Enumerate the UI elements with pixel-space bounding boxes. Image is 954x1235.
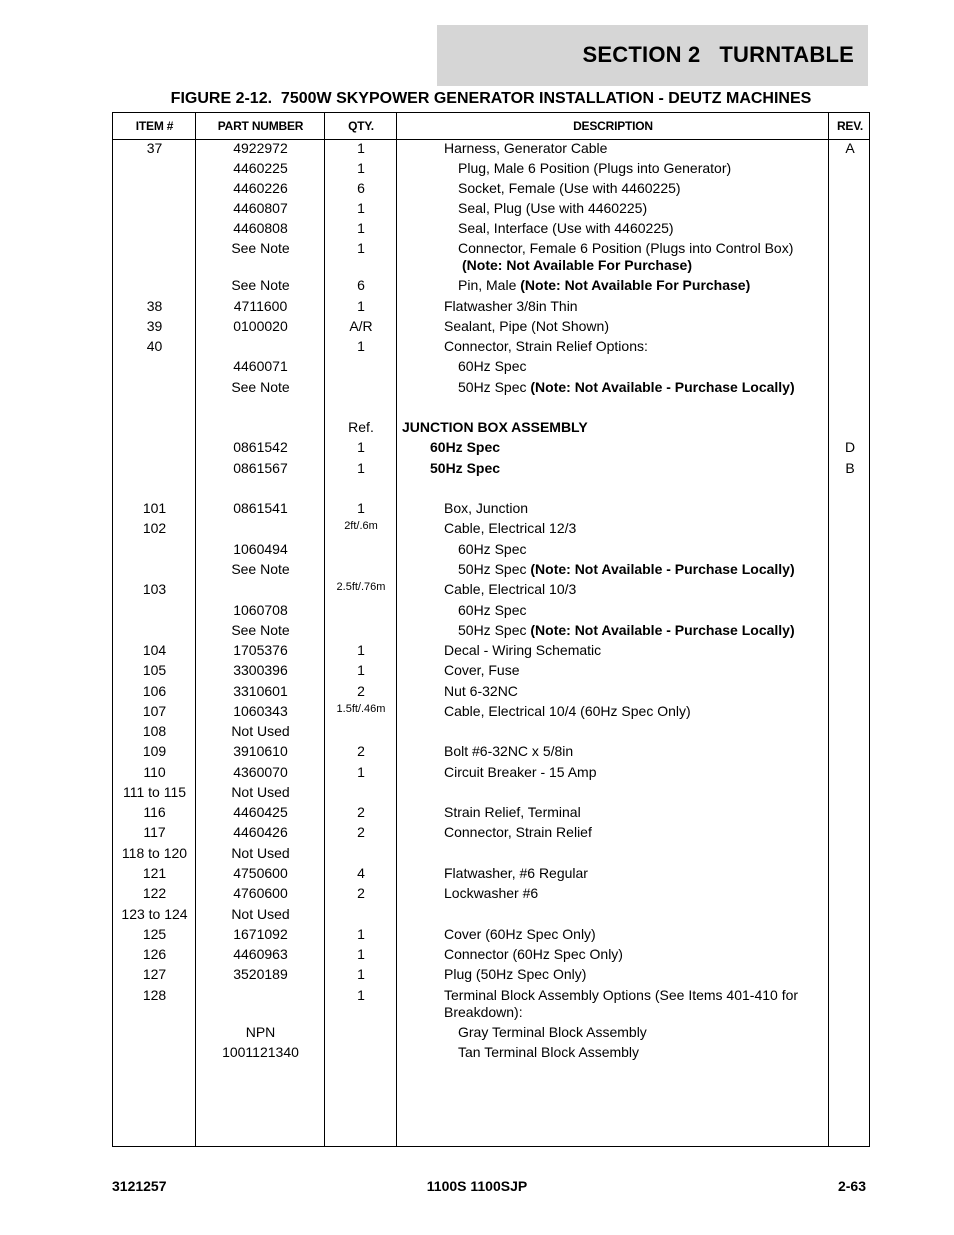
- quantity: 2.5ft/.76m: [336, 581, 386, 593]
- description-text: Sealant, Pipe (Not Shown): [444, 318, 609, 334]
- description-text: Socket, Female (Use with 4460225): [458, 180, 681, 196]
- column-header-description: DESCRIPTION: [573, 119, 653, 133]
- item-number: 108: [142, 723, 167, 739]
- quantity: 1: [357, 926, 365, 942]
- part-number: 4760600: [233, 885, 288, 901]
- description: [430, 804, 839, 821]
- part-number: 4460807: [233, 200, 288, 216]
- part-number: 1001121340: [222, 1044, 299, 1060]
- description-text: 50Hz Spec: [458, 561, 531, 577]
- description: [416, 439, 825, 456]
- description: [430, 220, 853, 237]
- part-number: 4460226: [233, 180, 288, 196]
- description-text: Cover, Fuse: [444, 662, 520, 678]
- part-number: 0861542: [233, 439, 288, 455]
- description-text: Connector, Strain Relief: [444, 824, 592, 840]
- section-header: [437, 25, 868, 86]
- column-header-item: ITEM #: [135, 119, 174, 133]
- description-text: Cover (60Hz Spec Only): [444, 926, 596, 942]
- part-number: See Note: [231, 277, 290, 293]
- item-number: 116: [143, 804, 166, 820]
- quantity: 2: [357, 804, 365, 820]
- description: [402, 419, 797, 436]
- description: [430, 500, 839, 517]
- quantity: 2: [357, 885, 365, 901]
- revision: A: [845, 140, 855, 156]
- item-number: 38: [146, 298, 163, 314]
- part-number: NPN: [245, 1024, 276, 1040]
- description: [430, 642, 839, 659]
- description-text: Lockwasher #6: [444, 885, 539, 901]
- item-number: 123 to 124: [121, 906, 188, 922]
- quantity: 1: [357, 987, 365, 1003]
- description: [430, 622, 853, 639]
- description-text: Harness, Generator Cable: [444, 140, 608, 156]
- description-text: 50Hz Spec: [458, 379, 531, 395]
- part-number: 0861541: [233, 500, 288, 516]
- description-text: Connector (60Hz Spec Only): [444, 946, 623, 962]
- description-text: Seal, Interface (Use with 4460225): [458, 220, 674, 236]
- description: [430, 140, 839, 157]
- description-text: Pin, Male: [458, 277, 521, 293]
- footer-doc-number: 3121257: [112, 1178, 167, 1194]
- description: [430, 824, 839, 841]
- part-number: 4460071: [233, 358, 288, 374]
- quantity: 1: [357, 220, 365, 236]
- column-header-qty: QTY.: [348, 119, 374, 133]
- description-text: Flatwasher, #6 Regular: [444, 865, 588, 881]
- part-number: 1671092: [233, 926, 288, 942]
- part-number: See Note: [231, 561, 290, 577]
- parts-table: [112, 112, 870, 1147]
- section-title: SECTION 2 TURNTABLE: [582, 42, 854, 67]
- item-number: 39: [146, 318, 163, 334]
- description-text: Plug (50Hz Spec Only): [444, 966, 587, 982]
- description-text: Cable, Electrical 10/4 (60Hz Spec Only): [444, 703, 691, 719]
- item-number: 37: [146, 140, 163, 156]
- part-number: 3310601: [233, 683, 288, 699]
- description-text: Tan Terminal Block Assembly: [458, 1044, 640, 1060]
- description-note: (Note: Not Available - Purchase Locally): [530, 622, 795, 638]
- description: [430, 743, 839, 760]
- quantity: 2: [357, 824, 365, 840]
- description: [430, 298, 839, 315]
- part-number: 1060343: [233, 703, 288, 719]
- description-note: (Note: Not Available - Purchase Locally): [530, 379, 795, 395]
- part-number: See Note: [231, 240, 290, 256]
- part-number: 4360070: [233, 764, 288, 780]
- item-number: 111 to 115: [122, 784, 187, 800]
- description: [430, 379, 853, 396]
- quantity: 2: [357, 743, 365, 759]
- quantity: 1: [357, 946, 365, 962]
- description-note: (Note: Not Available - Purchase Locally): [530, 561, 795, 577]
- column-header-part-number: PART NUMBER: [217, 119, 304, 133]
- description-text: Flatwasher 3/8in Thin: [444, 298, 578, 314]
- part-number: Not Used: [231, 845, 290, 861]
- part-number: Not Used: [231, 906, 290, 922]
- description-note: (Note: Not Available For Purchase): [462, 257, 693, 273]
- description: [430, 683, 839, 700]
- quantity: 1: [357, 642, 365, 658]
- description: [430, 200, 853, 217]
- description: [430, 926, 839, 943]
- part-number: 4460426: [233, 824, 288, 840]
- item-number: 105: [142, 662, 167, 678]
- description-text: Connector, Strain Relief Options:: [444, 338, 648, 354]
- description: [430, 1044, 853, 1061]
- quantity: 1.5ft/.46m: [336, 703, 386, 715]
- part-number: 1060494: [233, 541, 288, 557]
- description-text: Connector, Female 6 Position (Plugs into Control Box): [458, 240, 794, 256]
- description: [430, 703, 839, 720]
- description: [430, 662, 839, 679]
- quantity: 1: [357, 338, 365, 354]
- description: [430, 318, 839, 335]
- description: [430, 520, 839, 537]
- item-number: 103: [142, 581, 167, 597]
- item-number: 128: [142, 987, 167, 1003]
- description-text: 60Hz Spec: [458, 602, 527, 618]
- quantity: A/R: [349, 318, 373, 334]
- part-number: 3300396: [233, 662, 288, 678]
- item-number: 102: [142, 520, 167, 536]
- description: [430, 987, 839, 1021]
- quantity: 6: [357, 180, 365, 196]
- description-text: Box, Junction: [444, 500, 529, 516]
- part-number: 1705376: [233, 642, 288, 658]
- description: [430, 966, 839, 983]
- description: [430, 277, 853, 294]
- footer-model: 1100S 1100SJP: [426, 1178, 528, 1194]
- item-number: 106: [142, 683, 167, 699]
- quantity: 1: [357, 966, 365, 982]
- quantity: Ref.: [348, 419, 374, 435]
- description: [430, 358, 853, 375]
- description: [430, 602, 853, 619]
- description: [430, 581, 839, 598]
- description-text: Cable, Electrical 10/3: [444, 581, 577, 597]
- description-text: Nut 6-32NC: [444, 683, 518, 699]
- part-number: 0100020: [233, 318, 288, 334]
- item-number: 118 to 120: [121, 845, 188, 861]
- part-number: 4460225: [233, 160, 288, 176]
- part-number: 3520189: [233, 966, 288, 982]
- description-text: Seal, Plug (Use with 4460225): [458, 200, 648, 216]
- part-number: 4460425: [233, 804, 288, 820]
- quantity: 6: [357, 277, 365, 293]
- description-text: 60Hz Spec: [458, 541, 527, 557]
- figure-title: FIGURE 2-12. 7500W SKYPOWER GENERATOR INSTALLATION - DEUTZ MACHINES: [170, 90, 812, 107]
- item-number: 101: [142, 500, 167, 516]
- part-number: 3910610: [233, 743, 288, 759]
- quantity: 1: [357, 160, 365, 176]
- description: [430, 885, 839, 902]
- part-number: 0861567: [233, 460, 288, 476]
- item-number: 122: [142, 885, 167, 901]
- part-number: 4922972: [233, 140, 288, 156]
- item-number: 110: [143, 764, 166, 780]
- part-number: 1060708: [233, 602, 288, 618]
- quantity: 1: [357, 140, 365, 156]
- quantity: 1: [357, 200, 365, 216]
- description: [430, 541, 853, 558]
- description-note: 60Hz Spec: [430, 439, 501, 455]
- item-number: 117: [143, 824, 166, 840]
- revision: D: [844, 439, 856, 455]
- part-number: Not Used: [231, 723, 290, 739]
- item-number: 107: [142, 703, 167, 719]
- quantity: 2ft/.6m: [344, 520, 378, 532]
- description: [430, 1024, 853, 1041]
- description: [430, 160, 853, 177]
- item-number: 127: [142, 966, 167, 982]
- description: [430, 240, 853, 274]
- description-text: Strain Relief, Terminal: [444, 804, 581, 820]
- revision: B: [845, 460, 855, 476]
- description-text: Circuit Breaker - 15 Amp: [444, 764, 597, 780]
- description-text: Terminal Block Assembly Options (See Items 401-410 for Breakdown):: [444, 987, 799, 1020]
- part-number: 4460963: [233, 946, 288, 962]
- description: [430, 946, 839, 963]
- quantity: 1: [357, 439, 365, 455]
- description-note: JUNCTION BOX ASSEMBLY: [402, 419, 588, 435]
- item-number: 104: [142, 642, 167, 658]
- quantity: 4: [357, 865, 365, 881]
- item-number: 109: [142, 743, 167, 759]
- part-number: See Note: [231, 622, 290, 638]
- description-text: Cable, Electrical 12/3: [444, 520, 577, 536]
- quantity: 2: [357, 683, 365, 699]
- footer-page-number: 2-63: [837, 1178, 866, 1194]
- quantity: 1: [357, 500, 365, 516]
- description: [430, 338, 839, 355]
- part-number: Not Used: [231, 784, 290, 800]
- description: [430, 561, 853, 578]
- description-note: (Note: Not Available For Purchase): [520, 277, 751, 293]
- item-number: 126: [142, 946, 167, 962]
- description-text: Gray Terminal Block Assembly: [458, 1024, 647, 1040]
- item-number: 40: [146, 338, 163, 354]
- item-number: 125: [142, 926, 167, 942]
- description-text: 60Hz Spec: [458, 358, 527, 374]
- description: [430, 865, 839, 882]
- part-number: 4460808: [233, 220, 288, 236]
- quantity: 1: [357, 764, 365, 780]
- description-text: Decal - Wiring Schematic: [444, 642, 602, 658]
- part-number: 4711600: [233, 298, 288, 314]
- description-note: 50Hz Spec: [430, 460, 501, 476]
- description: [430, 180, 853, 197]
- description: [416, 460, 825, 477]
- quantity: 1: [357, 460, 365, 476]
- quantity: 1: [357, 298, 365, 314]
- quantity: 1: [357, 240, 365, 256]
- description-text: 50Hz Spec: [458, 622, 531, 638]
- description-text: Bolt #6-32NC x 5/8in: [444, 743, 574, 759]
- column-header-rev: REV.: [836, 119, 864, 133]
- item-number: 121: [142, 865, 167, 881]
- part-number: 4750600: [233, 865, 288, 881]
- part-number: See Note: [231, 379, 290, 395]
- description-text: Plug, Male 6 Position (Plugs into Generator): [458, 160, 732, 176]
- description: [430, 764, 839, 781]
- quantity: 1: [357, 662, 365, 678]
